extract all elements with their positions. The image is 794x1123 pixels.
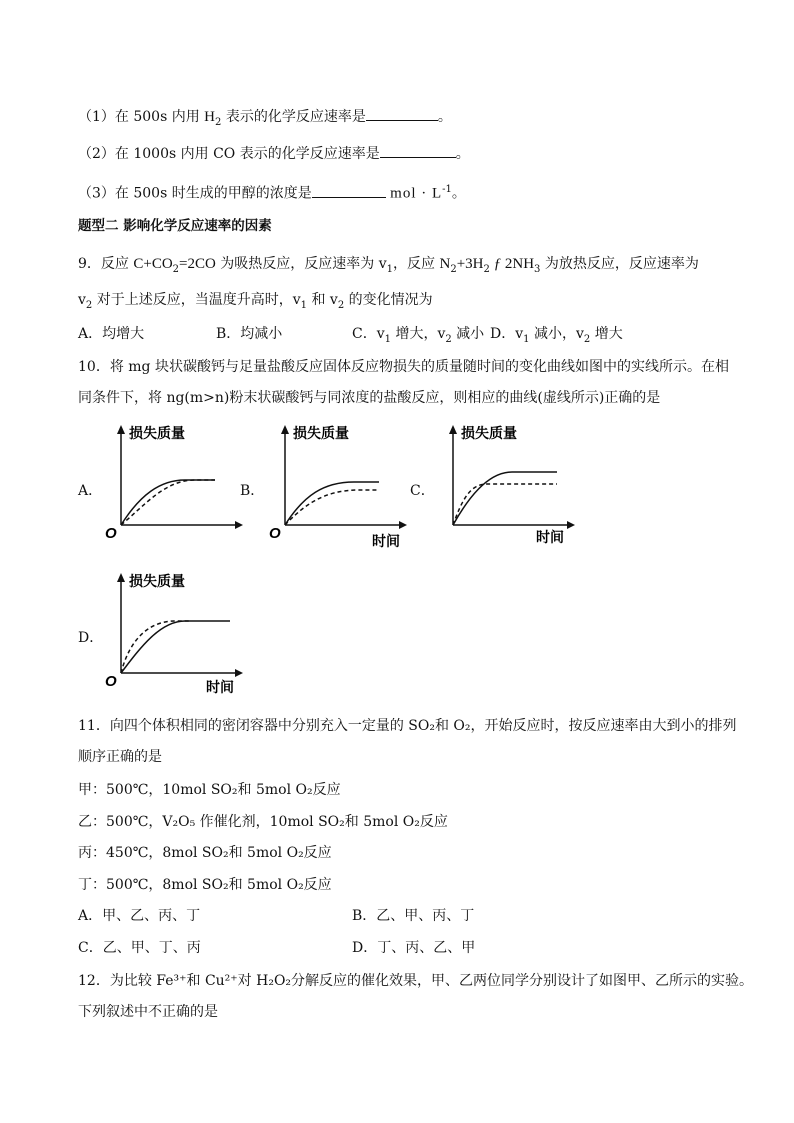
dashed-curve: [285, 490, 379, 525]
q9-eq1-sub: 2: [172, 263, 180, 275]
x-axis-arrow-icon: [235, 669, 243, 677]
q9-eq2-sub2: 2: [483, 263, 490, 275]
q9-option-c-b: 增大，v: [391, 326, 446, 342]
q8-part2-end: 。: [455, 146, 470, 162]
h2-symbol: H: [204, 109, 216, 125]
q8-part1-suffix: 表示的化学反应速率是: [221, 109, 366, 125]
q9-option-c-a: C．v: [352, 326, 385, 342]
dashed-curve: [121, 480, 215, 525]
q9-eq2-sub3: 3: [534, 263, 541, 275]
y-axis-label: 损失质量: [129, 574, 185, 590]
q10-graph-c: [432, 420, 582, 550]
q11-option-a[interactable]: A．甲、乙、丙、丁: [78, 908, 201, 924]
answer-blank[interactable]: [366, 106, 438, 121]
solid-curve: [453, 472, 557, 525]
q10-graph-b: [264, 420, 414, 550]
q9-v2-sub: 2: [85, 299, 93, 311]
solid-curve: [121, 480, 215, 525]
q9-line2-b: 对于上述反应，当温度升高时，v: [92, 292, 301, 308]
q9-option-d-c: 增大: [590, 326, 623, 342]
unit-exponent: -1: [442, 184, 452, 195]
q9-number: 9．反应: [78, 256, 134, 272]
q8-part2-text: （2）在 1000s 内用 CO 表示的化学反应速率是: [78, 146, 380, 162]
y-axis-label: 损失质量: [129, 426, 185, 442]
q9-text-b: 为吸热反应，反应速率为 v: [215, 256, 387, 272]
answer-blank[interactable]: [380, 143, 456, 158]
q9-option-c-sub1: 1: [384, 333, 391, 345]
q8-part3-end: 。: [451, 185, 466, 202]
q11-option-c[interactable]: C．乙、甲、丁、丙: [78, 940, 201, 956]
y-axis-label: 损失质量: [461, 426, 517, 442]
q9-option-a[interactable]: A．均增大: [78, 326, 145, 342]
q9-option-c[interactable]: [352, 324, 484, 350]
q10-graph-a: [100, 420, 250, 550]
q9-text-d: 为放热反应，反应速率为: [540, 256, 699, 272]
q11-item-bing: 丙：450℃，8mol SO₂和 5mol O₂反应: [78, 845, 332, 861]
q10-line1: 10．将 mg 块状碳酸钙与足量盐酸反应固体反应物损失的质量随时间的变化曲线如图中的实线所示。在相: [78, 359, 729, 375]
origin-label: O: [105, 673, 117, 690]
q8-part1-end: 。: [437, 109, 452, 125]
q9-option-b[interactable]: B．均减小: [216, 326, 283, 342]
q10-line2: 同条件下，将 ng(m>n)粉末状碳酸钙与同浓度的盐酸反应，则相应的曲线(虚线所示)正确的是: [78, 390, 661, 406]
q10-option-b-label[interactable]: B．: [240, 483, 265, 499]
x-axis-label: 时间: [206, 680, 234, 696]
q9-eq1: C+CO: [133, 256, 173, 272]
q9-option-c-sub2: 2: [445, 333, 452, 345]
q9-option-d-a: D．v: [490, 326, 524, 342]
x-axis-arrow-icon: [399, 521, 407, 529]
q11-item-yi: 乙：500℃，V₂O₅ 作催化剂，10mol SO₂和 5mol O₂反应: [78, 814, 448, 830]
answer-blank[interactable]: [312, 183, 386, 198]
q9-text-c: ，反应: [393, 256, 440, 272]
y-axis-arrow-icon: [117, 425, 125, 434]
q8-part1: [78, 106, 452, 133]
q10-option-c-label[interactable]: C．: [410, 483, 435, 499]
q8-part3: [78, 180, 466, 204]
q11-line2: 顺序正确的是: [78, 749, 162, 765]
equilibrium-symbol: ƒ: [489, 256, 505, 272]
q9-v1-sub: 1: [386, 263, 394, 275]
q9-option-d-b: 减小，v: [529, 326, 584, 342]
q8-part1-text: （1）在 500s 内用: [78, 109, 205, 125]
q10-option-a-label[interactable]: A．: [78, 483, 103, 499]
q9-line2-sub2: 2: [337, 299, 345, 311]
q9-option-d-sub1: 1: [523, 333, 530, 345]
q12-line2: 下列叙述中不正确的是: [78, 1004, 218, 1020]
unit-text: mol · L: [390, 185, 443, 202]
q9-eq1-b: =2CO: [179, 256, 216, 272]
q8-part3-text: （3）在 500s 时生成的甲醇的浓度是: [78, 185, 312, 202]
x-axis-label: 时间: [536, 530, 564, 546]
section-title: 题型二 影响化学反应速率的因素: [78, 218, 272, 234]
x-axis-arrow-icon: [567, 521, 575, 529]
q11-line1: 11．向四个体积相同的密闭容器中分别充入一定量的 SO₂和 O₂，开始反应时，按反应速率由大到小的排列: [78, 718, 737, 734]
y-axis-arrow-icon: [281, 425, 289, 434]
x-axis-label: 时间: [372, 534, 400, 550]
q9-option-d-sub2: 2: [583, 333, 591, 345]
dashed-curve: [453, 484, 557, 525]
q9-line2-d: 的变化情况为: [344, 292, 433, 308]
origin-label: O: [105, 525, 117, 542]
q11-item-jia: 甲：500℃，10mol SO₂和 5mol O₂反应: [78, 782, 341, 798]
q9-line1: [78, 254, 699, 280]
q11-option-d[interactable]: D．丁、丙、乙、甲: [352, 940, 476, 956]
q11-option-b[interactable]: B．乙、甲、丙、丁: [352, 908, 475, 924]
q9-line2-c: 和 v: [307, 292, 338, 308]
q9-eq2-sub1: 2: [450, 263, 457, 275]
q11-item-ding: 丁：500℃，8mol SO₂和 5mol O₂反应: [78, 877, 332, 893]
q8-part2: [78, 143, 470, 164]
q9-option-d[interactable]: [490, 324, 623, 350]
q10-option-d-label[interactable]: D．: [78, 630, 104, 646]
q9-eq2-c: 2NH: [504, 256, 535, 272]
y-axis-arrow-icon: [449, 425, 457, 434]
q9-option-c-c: 减小: [451, 326, 485, 342]
origin-label: O: [269, 525, 281, 542]
y-axis-label: 损失质量: [293, 426, 349, 442]
solid-curve: [121, 621, 230, 673]
q12-line1: 12．为比较 Fe³⁺和 Cu²⁺对 H₂O₂分解反应的催化效果，甲、乙两位同学分别设计了如图甲、乙所示的实验。: [78, 973, 754, 989]
q10-graph-d: [100, 568, 250, 698]
solid-curve: [285, 482, 379, 525]
q9-line2-sub1: 1: [300, 299, 308, 311]
h2-subscript: 2: [215, 116, 222, 128]
x-axis-arrow-icon: [235, 521, 243, 529]
q9-eq2-b: +3H: [456, 256, 484, 272]
dashed-curve: [121, 621, 190, 673]
q9-v2: v: [78, 292, 86, 308]
y-axis-arrow-icon: [117, 573, 125, 582]
q9-line2: [78, 290, 433, 316]
q9-eq2-a: N: [439, 256, 451, 272]
